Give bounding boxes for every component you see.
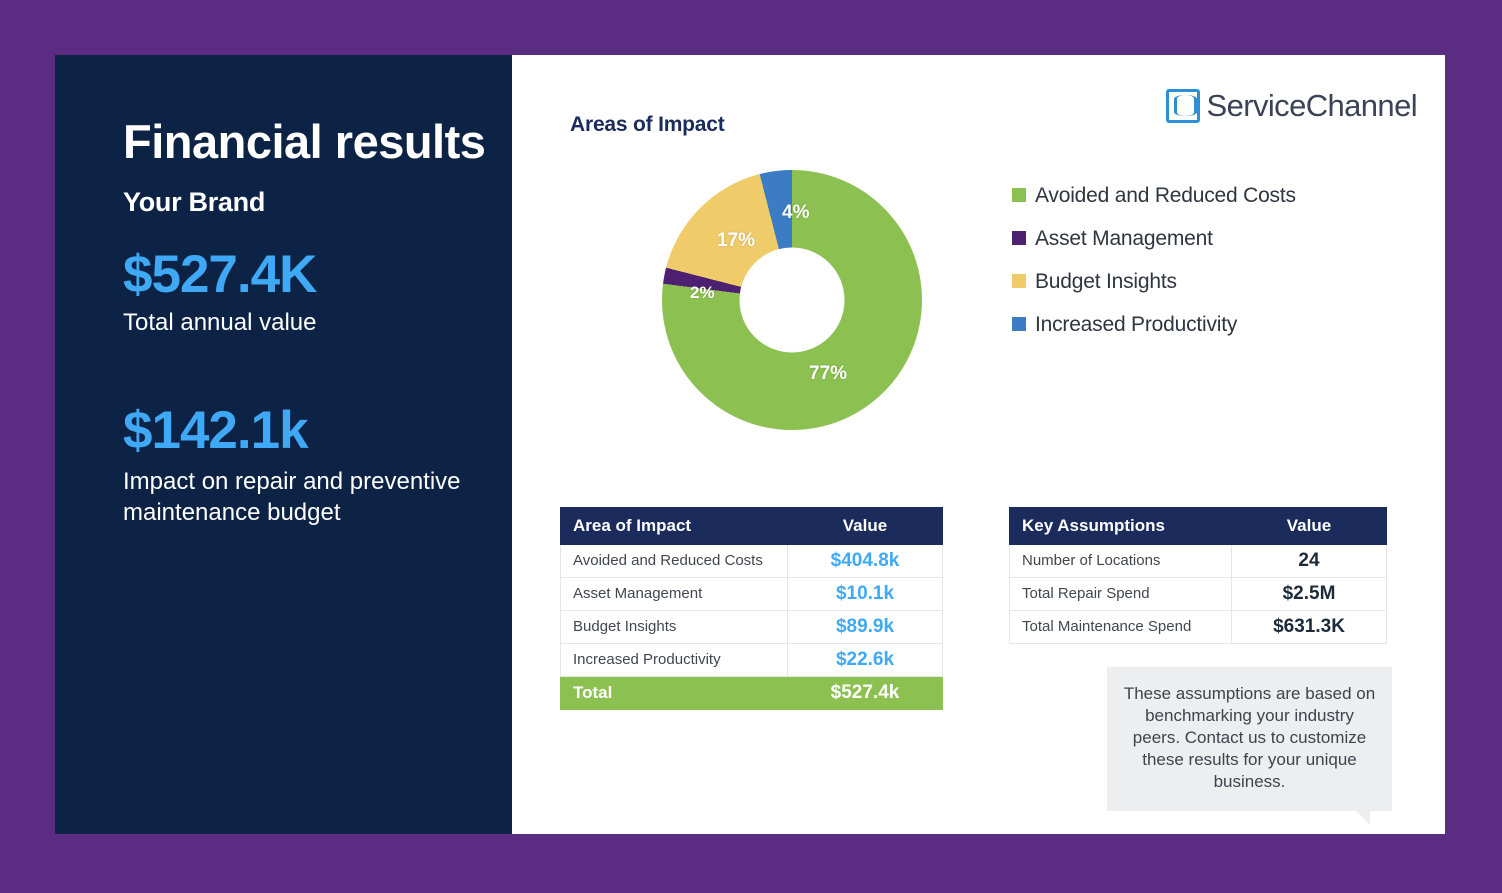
areas-of-impact-donut-chart (662, 170, 922, 430)
left-summary-panel (55, 55, 512, 834)
slice-label-increased-productivity: 4% (782, 202, 810, 223)
table-row (561, 545, 943, 578)
column-header-value: Value (1232, 508, 1387, 545)
right-content-panel (512, 55, 1445, 834)
total-label: Total (561, 677, 788, 710)
table-row (1010, 578, 1387, 611)
row-value: $2.5M (1232, 578, 1387, 611)
page-title: Financial results (123, 115, 486, 168)
total-annual-value: $527.4K (123, 245, 317, 304)
areas-of-impact-table (560, 507, 943, 710)
budget-impact-value: $142.1k (123, 401, 308, 460)
row-value: $404.8k (788, 545, 943, 578)
row-label: Budget Insights (561, 611, 788, 644)
legend-label: Avoided and Reduced Costs (1035, 184, 1296, 207)
chart-title: Areas of Impact (570, 113, 725, 136)
table-row (1010, 611, 1387, 644)
slide (55, 55, 1445, 834)
legend-swatch-icon (1012, 188, 1026, 202)
total-annual-value-label: Total annual value (123, 309, 317, 336)
legend-item (1012, 183, 1342, 209)
legend-swatch-icon (1012, 274, 1026, 288)
row-label: Increased Productivity (561, 644, 788, 677)
column-header-value: Value (788, 508, 943, 545)
legend-swatch-icon (1012, 317, 1026, 331)
table-row (1010, 545, 1387, 578)
table-row (561, 611, 943, 644)
row-label: Number of Locations (1010, 545, 1232, 578)
brand-name: Your Brand (123, 187, 266, 217)
row-label: Total Maintenance Spend (1010, 611, 1232, 644)
assumptions-callout: These assumptions are based on benchmarking your industry peers. Contact us to customize these results for your unique business. (1107, 667, 1392, 811)
row-label: Total Repair Spend (1010, 578, 1232, 611)
legend-item (1012, 312, 1342, 338)
legend-item (1012, 269, 1342, 295)
row-label: Asset Management (561, 578, 788, 611)
table-row (561, 578, 943, 611)
key-assumptions-table (1009, 507, 1387, 644)
table-row (561, 644, 943, 677)
servicechannel-logo-icon (1166, 89, 1200, 123)
legend-label: Increased Productivity (1035, 313, 1238, 336)
legend-swatch-icon (1012, 231, 1026, 245)
row-value: $22.6k (788, 644, 943, 677)
row-value: $631.3K (1232, 611, 1387, 644)
slice-label-budget-insights: 17% (717, 230, 756, 251)
legend-item (1012, 226, 1342, 252)
table-total-row (561, 677, 943, 710)
legend-label: Asset Management (1035, 227, 1213, 250)
slice-label-avoided-and-reduced-costs: 77% (809, 363, 848, 384)
table-header-row (1010, 508, 1387, 545)
row-value: $10.1k (788, 578, 943, 611)
table-header-row (561, 508, 943, 545)
donut-hole (740, 248, 845, 353)
budget-impact-label: Impact on repair and preventive maintenance budget (123, 468, 461, 526)
servicechannel-logo (1166, 88, 1417, 124)
row-value: $89.9k (788, 611, 943, 644)
row-label: Avoided and Reduced Costs (561, 545, 788, 578)
logo-text: ServiceChannel (1206, 88, 1417, 123)
slice-label-asset-management: 2% (690, 283, 715, 302)
legend-label: Budget Insights (1035, 270, 1177, 293)
row-value: 24 (1232, 545, 1387, 578)
column-header-assumption: Key Assumptions (1010, 508, 1232, 545)
chart-legend (1012, 183, 1342, 355)
total-value: $527.4k (788, 677, 943, 710)
column-header-area: Area of Impact (561, 508, 788, 545)
